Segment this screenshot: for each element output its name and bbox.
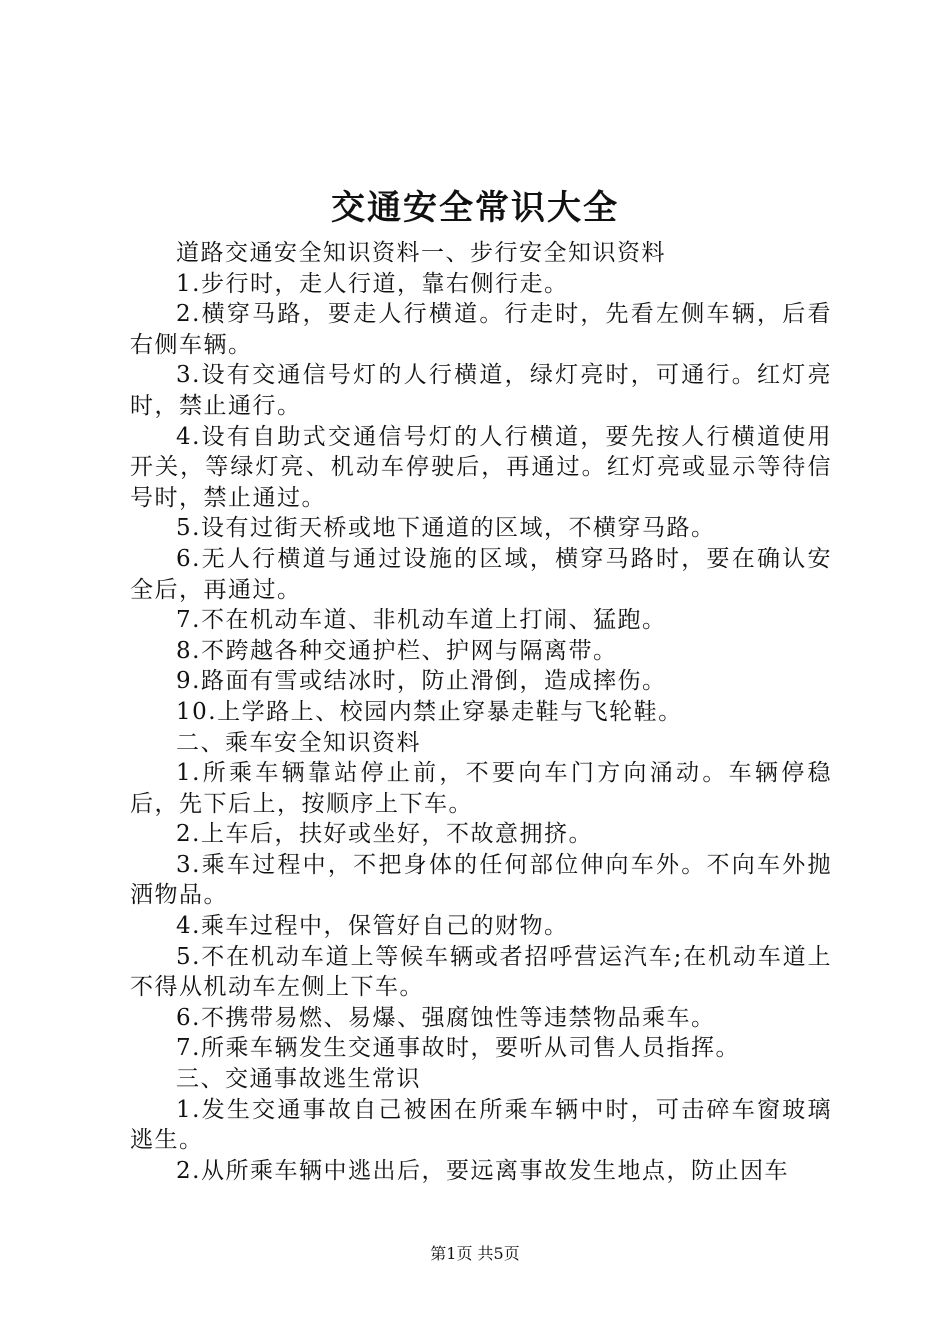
paragraph: 2.上车后，扶好或坐好，不故意拥挤。 <box>176 821 593 848</box>
page-footer: 第1页 共5页 <box>430 1244 520 1263</box>
paragraph: 5.不在机动车道上等候车辆或者招呼营运汽车;在机动车道上不得从机动车左侧上下车。 <box>130 943 832 1001</box>
paragraph: 4.设有自助式交通信号灯的人行横道，要先按人行横道使用开关，等绿灯亮、机动车停驶后，再通过。红灯亮或显示等待信号时，禁止通过。 <box>130 423 832 511</box>
paragraph: 1.发生交通事故自己被困在所乘车辆中时，可击碎车窗玻璃逃生。 <box>130 1096 832 1154</box>
paragraph: 1.所乘车辆靠站停止前，不要向车门方向涌动。车辆停稳后，先下后上，按顺序上下车。 <box>130 760 832 817</box>
document-body <box>130 238 832 1186</box>
paragraph: 9.路面有雪或结冰时，防止滑倒，造成摔伤。 <box>176 668 667 695</box>
document-title: 交通安全常识大全 <box>331 188 619 228</box>
paragraph: 3.设有交通信号灯的人行横道，绿灯亮时，可通行。红灯亮时，禁止通行。 <box>130 362 832 419</box>
paragraph: 1.步行时，走人行道，靠右侧行走。 <box>176 270 569 297</box>
section-heading: 二、乘车安全知识资料 <box>176 729 421 756</box>
paragraph: 5.设有过街天桥或地下通道的区域，不横穿马路。 <box>176 515 716 542</box>
paragraph: 2.横穿马路，要走人行横道。行走时，先看左侧车辆，后看右侧车辆。 <box>130 301 832 358</box>
paragraph: 6.不携带易燃、易爆、强腐蚀性等违禁物品乘车。 <box>176 1004 716 1031</box>
paragraph: 10.上学路上、校园内禁止穿暴走鞋与飞轮鞋。 <box>176 698 683 725</box>
paragraph: 3.乘车过程中，不把身体的任何部位伸向车外。不向车外抛洒物品。 <box>130 851 832 909</box>
paragraph: 7.所乘车辆发生交通事故时，要听从司售人员指挥。 <box>176 1035 740 1062</box>
paragraph: 道路交通安全知识资料一、步行安全知识资料 <box>176 240 666 266</box>
paragraph: 2.从所乘车辆中逃出后，要远离事故发生地点，防止因车 <box>176 1157 789 1184</box>
paragraph: 4.乘车过程中，保管好自己的财物。 <box>176 913 569 940</box>
paragraph: 8.不跨越各种交通护栏、护网与隔离带。 <box>176 637 618 664</box>
paragraph: 7.不在机动车道、非机动车道上打闹、猛跑。 <box>176 607 667 634</box>
paragraph: 6.无人行横道与通过设施的区域，横穿马路时，要在确认安全后，再通过。 <box>130 545 832 603</box>
section-heading: 三、交通事故逃生常识 <box>176 1066 421 1093</box>
